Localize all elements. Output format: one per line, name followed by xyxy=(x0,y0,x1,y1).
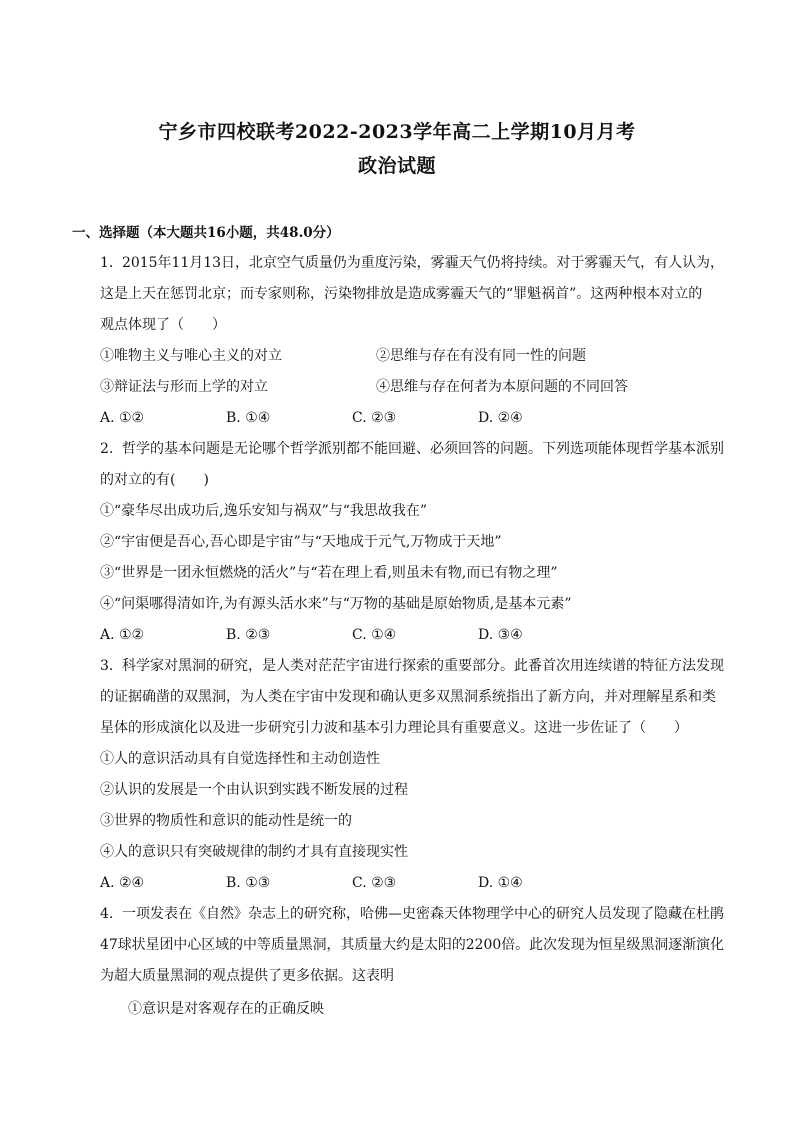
question-1-option-c: C. ②③ xyxy=(352,410,397,426)
question-2-option-d: D. ③④ xyxy=(478,627,523,643)
question-3-option-c: C. ②③ xyxy=(352,875,397,891)
question-4-text-1: 一项发表在《自然》杂志上的研究称，哈佛—史密森天体物理学中心的研究人员发现了隐藏在杜鹃 xyxy=(122,906,724,922)
question-1-option-b: B. ①④ xyxy=(226,410,271,426)
question-3-statement-2: ②认识的发展是一个由认识到实践不断发展的过程 xyxy=(100,782,408,798)
question-3-statement-3: ③世界的物质性和意识的能动性是统一的 xyxy=(100,813,352,829)
question-2-text-1: 哲学的基本问题是无论哪个哲学派别都不能回避、必须回答的问题。下列选项能体现哲学基本派别 xyxy=(122,441,724,457)
question-2-statement-2: ②“宇宙便是吾心,吾心即是宇宙”与“天地成于元气,万物成于天地” xyxy=(100,534,502,550)
section-heading: 一、选择题（本大题共16小题，共48.0分） xyxy=(72,225,340,241)
question-3-option-d: D. ①④ xyxy=(478,875,523,891)
document-subtitle: 政治试题 xyxy=(357,155,436,177)
question-4-statement-1: ①意识是对客观存在的正确反映 xyxy=(128,1001,324,1017)
question-1-text-1: 2015年11月13日，北京空气质量仍为重度污染，雾霾天气仍将持续。对于雾霾天气，有人认为， xyxy=(121,255,725,271)
question-4-line-3: 为超大质量黑洞的观点提供了更多依据。这表明 xyxy=(100,968,394,984)
question-1-line-3: 观点体现了（ ） xyxy=(100,317,226,333)
question-1-number: 1. xyxy=(100,255,114,271)
question-3-line-2: 的证据确凿的双黑洞，为人类在宇宙中发现和确认更多双黑洞系统指出了新方向，并对理解星系和类 xyxy=(100,689,716,705)
question-2-number: 2. xyxy=(100,441,114,457)
question-3-option-b: B. ①③ xyxy=(226,875,271,891)
question-3-line-1 xyxy=(100,656,724,676)
question-4-line-2: 47球状星团中心区域的中等质量黑洞，其质量大约是太阳的2200倍。此次发现为恒星级黑洞逐渐演化 xyxy=(100,937,725,953)
question-1-statement-3: ③辩证法与形而上学的对立 xyxy=(100,379,268,395)
question-1-statement-4: ④思维与存在何者为本原问题的不同回答 xyxy=(376,379,628,395)
question-1-statement-1: ①唯物主义与唯心主义的对立 xyxy=(100,348,282,364)
question-3-text-1: 科学家对黑洞的研究，是人类对茫茫宇宙进行探索的重要部分。此番首次用连续谱的特征方法发现 xyxy=(122,658,724,674)
question-2-option-b: B. ②③ xyxy=(226,627,271,643)
question-4-line-1 xyxy=(100,904,724,924)
question-1-line-2: 这是上天在惩罚北京；而专家则称，污染物排放是造成雾霾天气的“罪魁祸首”。这两种根本对立的 xyxy=(100,286,703,302)
question-1-statement-2: ②思维与存在有没有同一性的问题 xyxy=(376,348,586,364)
question-1-line-1 xyxy=(100,253,724,273)
question-2-statement-4: ④“问渠哪得清如许,为有源头活水来”与“万物的基础是原始物质,是基本元素” xyxy=(100,596,572,612)
question-2-statement-1: ①“豪华尽出成功后,逸乐安知与祸双”与“我思故我在” xyxy=(100,503,428,519)
document-title: 宁乡市四校联考2022-2023学年高二上学期10月月考 xyxy=(158,121,636,143)
question-3-statement-4: ④人的意识只有突破规律的制约才具有直接现实性 xyxy=(100,844,408,860)
question-4-number: 4. xyxy=(100,906,114,922)
question-2-option-a: A. ①② xyxy=(100,627,145,643)
question-2-line-2: 的对立的有( ) xyxy=(100,472,209,488)
question-3-option-a: A. ②④ xyxy=(100,875,145,891)
question-2-option-c: C. ①④ xyxy=(352,627,397,643)
question-2-line-1 xyxy=(100,439,724,459)
question-1-option-d: D. ②④ xyxy=(478,410,523,426)
question-1-option-a: A. ①② xyxy=(100,410,145,426)
question-3-statement-1: ①人的意识活动具有自觉选择性和主动创造性 xyxy=(100,751,380,767)
question-3-line-3: 星体的形成演化以及进一步研究引力波和基本引力理论具有重要意义。这进一步佐证了（ ） xyxy=(100,720,688,736)
question-2-statement-3: ③“世界是一团永恒燃烧的活火”与“若在理上看,则虽未有物,而已有物之理” xyxy=(100,565,558,581)
question-3-number: 3. xyxy=(100,658,114,674)
